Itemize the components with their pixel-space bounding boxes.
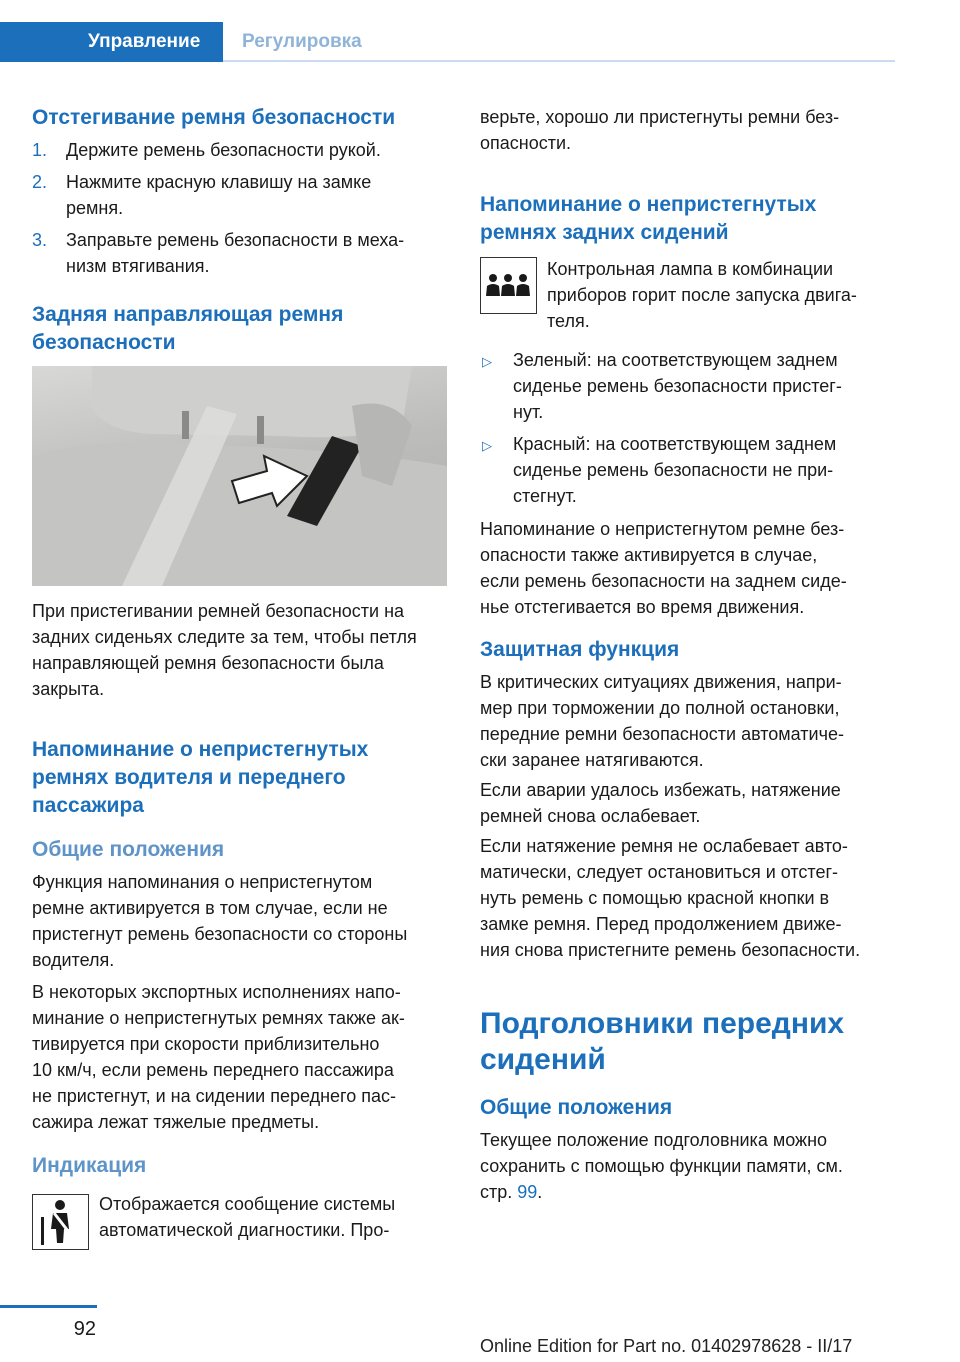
text-line: Красный: на соответствующем заднем: [513, 434, 837, 454]
heading-indication: Индикация: [32, 1154, 147, 1177]
text-line: Контрольная лампа в комбинации: [547, 259, 834, 279]
text-line: Напоминание о непристегнутом ремне без-: [480, 519, 845, 539]
text-line: сохранить с помощью функции памяти, см.: [480, 1156, 843, 1176]
text-line: передние ремни безопасности автоматиче-: [480, 724, 844, 744]
text-line: Функция напоминания о непристегнутом: [32, 872, 373, 892]
bullet-red: [480, 431, 910, 509]
footer-accent-bar: [0, 1305, 97, 1308]
text-line: 10 км/ч, если ремень переднего пассажира: [32, 1060, 394, 1080]
text-line: тивируется при скорости приблизительно: [32, 1034, 380, 1054]
paragraph-protect-3: [480, 833, 920, 963]
rear-seatbelt-lamp-icon: [480, 257, 537, 314]
heading-line: Задняя направляющая ремня: [32, 303, 344, 326]
text-line: опасности также активируется в случае,: [480, 545, 818, 565]
heading-general-right: Общие положения: [480, 1096, 673, 1119]
paragraph-general-2: [32, 979, 462, 1135]
paragraph-rear: [480, 516, 910, 620]
heading-line: ремнях задних сидений: [480, 221, 729, 244]
text-line: опасности.: [480, 133, 572, 153]
bullet-green: [480, 347, 910, 425]
text-line: ски заранее натягиваются.: [480, 750, 704, 770]
text-line: не пристегнут, и на сидении переднего пас-: [32, 1086, 396, 1106]
bullet-arrow-icon: ▷: [482, 438, 492, 453]
indication-text: [99, 1191, 459, 1243]
text-line: нье отстегивается во время движения.: [480, 597, 805, 617]
text-line: Если натяжение ремня не ослабевает авто-: [480, 836, 848, 856]
text-line: ремней снова ослабевает.: [480, 806, 701, 826]
step-text: Нажмите красную клавишу на замке: [66, 172, 372, 192]
text-span: стр.: [480, 1182, 518, 1202]
step-text: Заправьте ремень безопасности в меха-: [66, 230, 405, 250]
paragraph-protect-2: [480, 777, 910, 829]
paragraph-continued: [480, 104, 910, 156]
paragraph-guide: [32, 598, 462, 702]
heading-line: безопасности: [32, 331, 176, 354]
step-number: 2.: [32, 172, 48, 192]
heading-rear-reminder: [480, 191, 816, 247]
seatbelt-warning-icon: [32, 1194, 89, 1250]
step-number: 3.: [32, 230, 48, 250]
text-line: пристегнут ремень безопасности со стороны: [32, 924, 408, 944]
step-number: 1.: [32, 140, 48, 160]
lamp-text: [547, 256, 907, 334]
text-line: нут.: [513, 402, 544, 422]
seat-belt-guide-photo: [32, 366, 447, 586]
footer-edition: Online Edition for Part no. 01402978628 - II/17: [480, 1336, 853, 1356]
heading-line: Подголовники передних: [480, 1007, 845, 1040]
heading-unbuckle: Отстегивание ремня безопасности: [32, 106, 396, 129]
text-line: матически, следует остановиться и отстег-: [480, 862, 839, 882]
heading-protection: Защитная функция: [480, 638, 680, 661]
text-line: автоматической диагностики. Про-: [99, 1220, 390, 1240]
heading-line: Напоминание о непристегнутых: [32, 738, 369, 761]
tab-operation[interactable]: [0, 22, 223, 62]
text-line: Зеленый: на соответствующем заднем: [513, 350, 838, 370]
tab-adjustment[interactable]: Регулировка: [242, 31, 362, 52]
bullet-arrow-icon: ▷: [482, 354, 492, 369]
heading-line: сидений: [480, 1043, 606, 1076]
text-line: ния снова пристегните ремень безопасности.: [480, 940, 861, 960]
step-1: [32, 137, 452, 163]
text-line: задних сиденьях следите за тем, чтобы петля: [32, 627, 417, 647]
text-line: нуть ремень с помощью красной кнопки в: [480, 888, 830, 908]
text-line: верьте, хорошо ли пристегнуты ремни без-: [480, 107, 840, 127]
text-line: мер при торможении до полной остановки,: [480, 698, 840, 718]
text-line: Текущее положение подголовника можно: [480, 1130, 828, 1150]
page-number: 92: [73, 1318, 96, 1340]
heading-line: Напоминание о непристегнутых: [480, 193, 817, 216]
tab-operation-label: Управление: [88, 31, 201, 52]
text-line: минание о непристегнутых ремнях также ак-: [32, 1008, 405, 1028]
text-line: сиденье ремень безопасности пристег-: [513, 376, 842, 396]
step-2: [32, 169, 452, 221]
text-line: стегнут.: [513, 486, 577, 506]
text-line: приборов горит после запуска двига-: [547, 285, 857, 305]
text-line: водителя.: [32, 950, 115, 970]
paragraph-headrest: [480, 1127, 910, 1205]
page-link-99[interactable]: 99: [517, 1182, 538, 1202]
text-line: Отображается сообщение системы: [99, 1194, 396, 1214]
text-line: закрыта.: [32, 679, 105, 699]
text-line: В некоторых экспортных исполнениях напо-: [32, 982, 401, 1002]
text-line: сажира лежат тяжелые предметы.: [32, 1112, 320, 1132]
text-line: замке ремня. Перед продолжением движе-: [480, 914, 842, 934]
bullet-list: [480, 347, 910, 509]
paragraph-general-1: [32, 869, 462, 973]
steps-list: [32, 137, 452, 279]
heading-line: ремнях водителя и переднего: [32, 766, 346, 789]
text-line: теля.: [547, 311, 590, 331]
paragraph-protect-1: [480, 669, 910, 773]
heading-line: пассажира: [32, 794, 144, 817]
text-span: .: [537, 1182, 543, 1202]
text-line: если ремень безопасности на заднем сиде-: [480, 571, 847, 591]
heading-general-left: Общие положения: [32, 838, 225, 861]
step-text: ремня.: [66, 198, 124, 218]
text-line: При пристегивании ремней безопасности на: [32, 601, 405, 621]
text-line: Если аварии удалось избежать, натяжение: [480, 780, 841, 800]
text-line: сиденье ремень безопасности не при-: [513, 460, 834, 480]
heading-headrests: [480, 1006, 844, 1078]
text-line: В критических ситуациях движения, напри-: [480, 672, 842, 692]
heading-front-reminder: [32, 736, 368, 820]
text-line: [480, 1179, 910, 1205]
header-divider: [223, 60, 895, 62]
step-text: Держите ремень безопасности рукой.: [66, 140, 381, 160]
text-line: направляющей ремня безопасности была: [32, 653, 384, 673]
text-line: ремне активируется в том случае, если не: [32, 898, 388, 918]
step-text: низм втягивания.: [66, 256, 210, 276]
heading-rear-guide: [32, 301, 343, 357]
step-3: [32, 227, 452, 279]
